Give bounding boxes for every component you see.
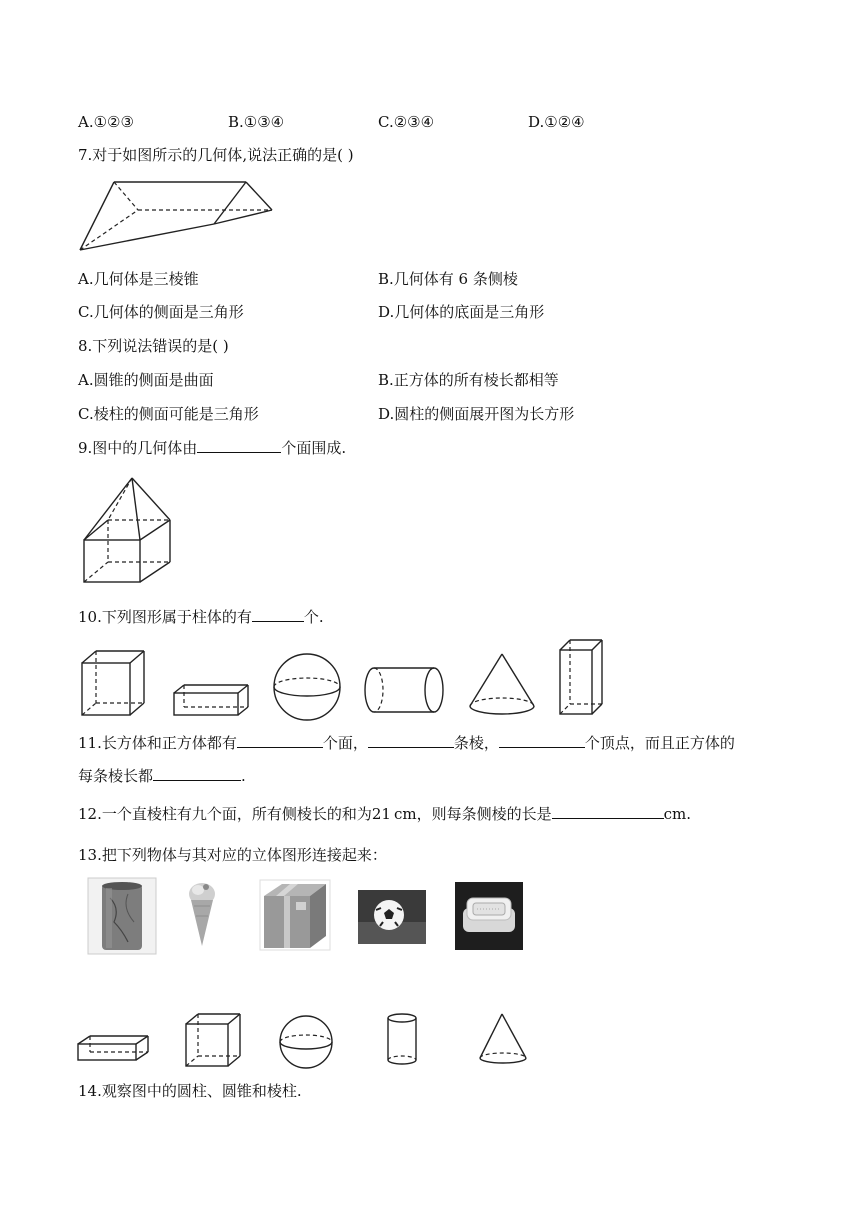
q8-option-d: D.圆柱的侧面展开图为长方形: [378, 405, 575, 423]
q10-shape-cone: [466, 652, 538, 718]
q10-stem-pre: 10.下列图形属于柱体的有: [78, 608, 252, 626]
q8-option-a: A.圆锥的侧面是曲面: [78, 371, 214, 389]
soccer-ball-photo: [358, 890, 426, 944]
q13-shape-sphere: [278, 1014, 336, 1070]
q9-stem: [78, 438, 346, 458]
q7-option-a: A.几何体是三棱锥: [78, 270, 199, 288]
q10-stem: [78, 607, 324, 627]
q9-stem-pre: 9.图中的几何体由: [78, 439, 198, 457]
q9-stem-post: 个面围成.: [281, 439, 347, 457]
q12-text-mid: ，则每条侧棱的长是: [416, 805, 552, 823]
q12-text-end: .: [686, 805, 691, 823]
q13-shape-cube: [184, 1012, 244, 1068]
q12-answer-blank[interactable]: [552, 804, 664, 819]
q11-text-3: 条棱，: [453, 734, 499, 752]
q13-shape-cylinder: [384, 1012, 420, 1066]
q11-faces-blank[interactable]: [237, 733, 323, 748]
q11-edges-blank[interactable]: [368, 733, 454, 748]
q7-option-c: C.几何体的侧面是三角形: [78, 303, 244, 321]
q7-stem: 7.对于如图所示的几何体,说法正确的是( ): [78, 146, 354, 164]
q10-stem-post: 个.: [303, 608, 324, 626]
q6-option-d: D.①②④: [528, 113, 585, 131]
q6-option-c: C.②③④: [378, 113, 435, 131]
q12-unit-1: cm: [393, 805, 417, 823]
q7-option-b: B.几何体有 6 条侧棱: [378, 270, 518, 288]
q13-stem: 13.把下列物体与其对应的立体图形连接起来：: [78, 846, 387, 864]
q14-stem: 14.观察图中的圆柱、圆锥和棱柱.: [78, 1082, 302, 1100]
q10-shape-cuboid: [172, 683, 252, 719]
q11-text-2: 个面，: [322, 734, 368, 752]
q11-line2: [78, 766, 246, 786]
q10-shape-cube: [80, 649, 150, 719]
q9-pyramid-on-cube-figure: [80, 476, 180, 586]
q8-option-b: B.正方体的所有棱长都相等: [378, 371, 559, 389]
q10-shape-tall-prism: [558, 638, 608, 718]
q11-text-6: .: [241, 767, 246, 785]
q8-stem: 8.下列说法错误的是( ): [78, 337, 229, 355]
q6-option-a: A.①②③: [78, 113, 134, 131]
q12-text-pre: 12.一个直棱柱有九个面，所有侧棱长的和为: [78, 805, 372, 823]
q12-stem: [78, 804, 691, 824]
q9-answer-blank[interactable]: [197, 438, 281, 453]
q8-option-c: C.棱柱的侧面可能是三角形: [78, 405, 259, 423]
ice-cream-cone-photo: [182, 878, 222, 950]
q12-number: 21: [371, 805, 391, 823]
q12-unit-2: cm: [663, 805, 687, 823]
q11-text-1: 11.长方体和正方体都有: [78, 734, 237, 752]
q7-option-d: D.几何体的底面是三角形: [378, 303, 545, 321]
q13-shape-cuboid: [76, 1034, 152, 1064]
soap-box-photo: [455, 882, 523, 950]
q10-shape-sphere: [271, 651, 343, 723]
q11-line1: [78, 733, 735, 753]
q10-answer-blank[interactable]: [252, 607, 304, 622]
q13-shape-cone: [476, 1012, 532, 1066]
pen-holder-photo: [88, 878, 156, 954]
q11-text-5: 每条棱长都: [78, 767, 154, 785]
q10-shape-cylinder-horizontal: [362, 664, 446, 716]
q11-text-4: 个顶点，而且正方体的: [584, 734, 735, 752]
q7-triangular-prism-figure: [76, 176, 276, 256]
q6-option-b: B.①③④: [228, 113, 285, 131]
cardboard-box-photo: [260, 880, 330, 950]
q11-cube-edges-blank[interactable]: [153, 766, 241, 781]
q11-vertices-blank[interactable]: [499, 733, 585, 748]
